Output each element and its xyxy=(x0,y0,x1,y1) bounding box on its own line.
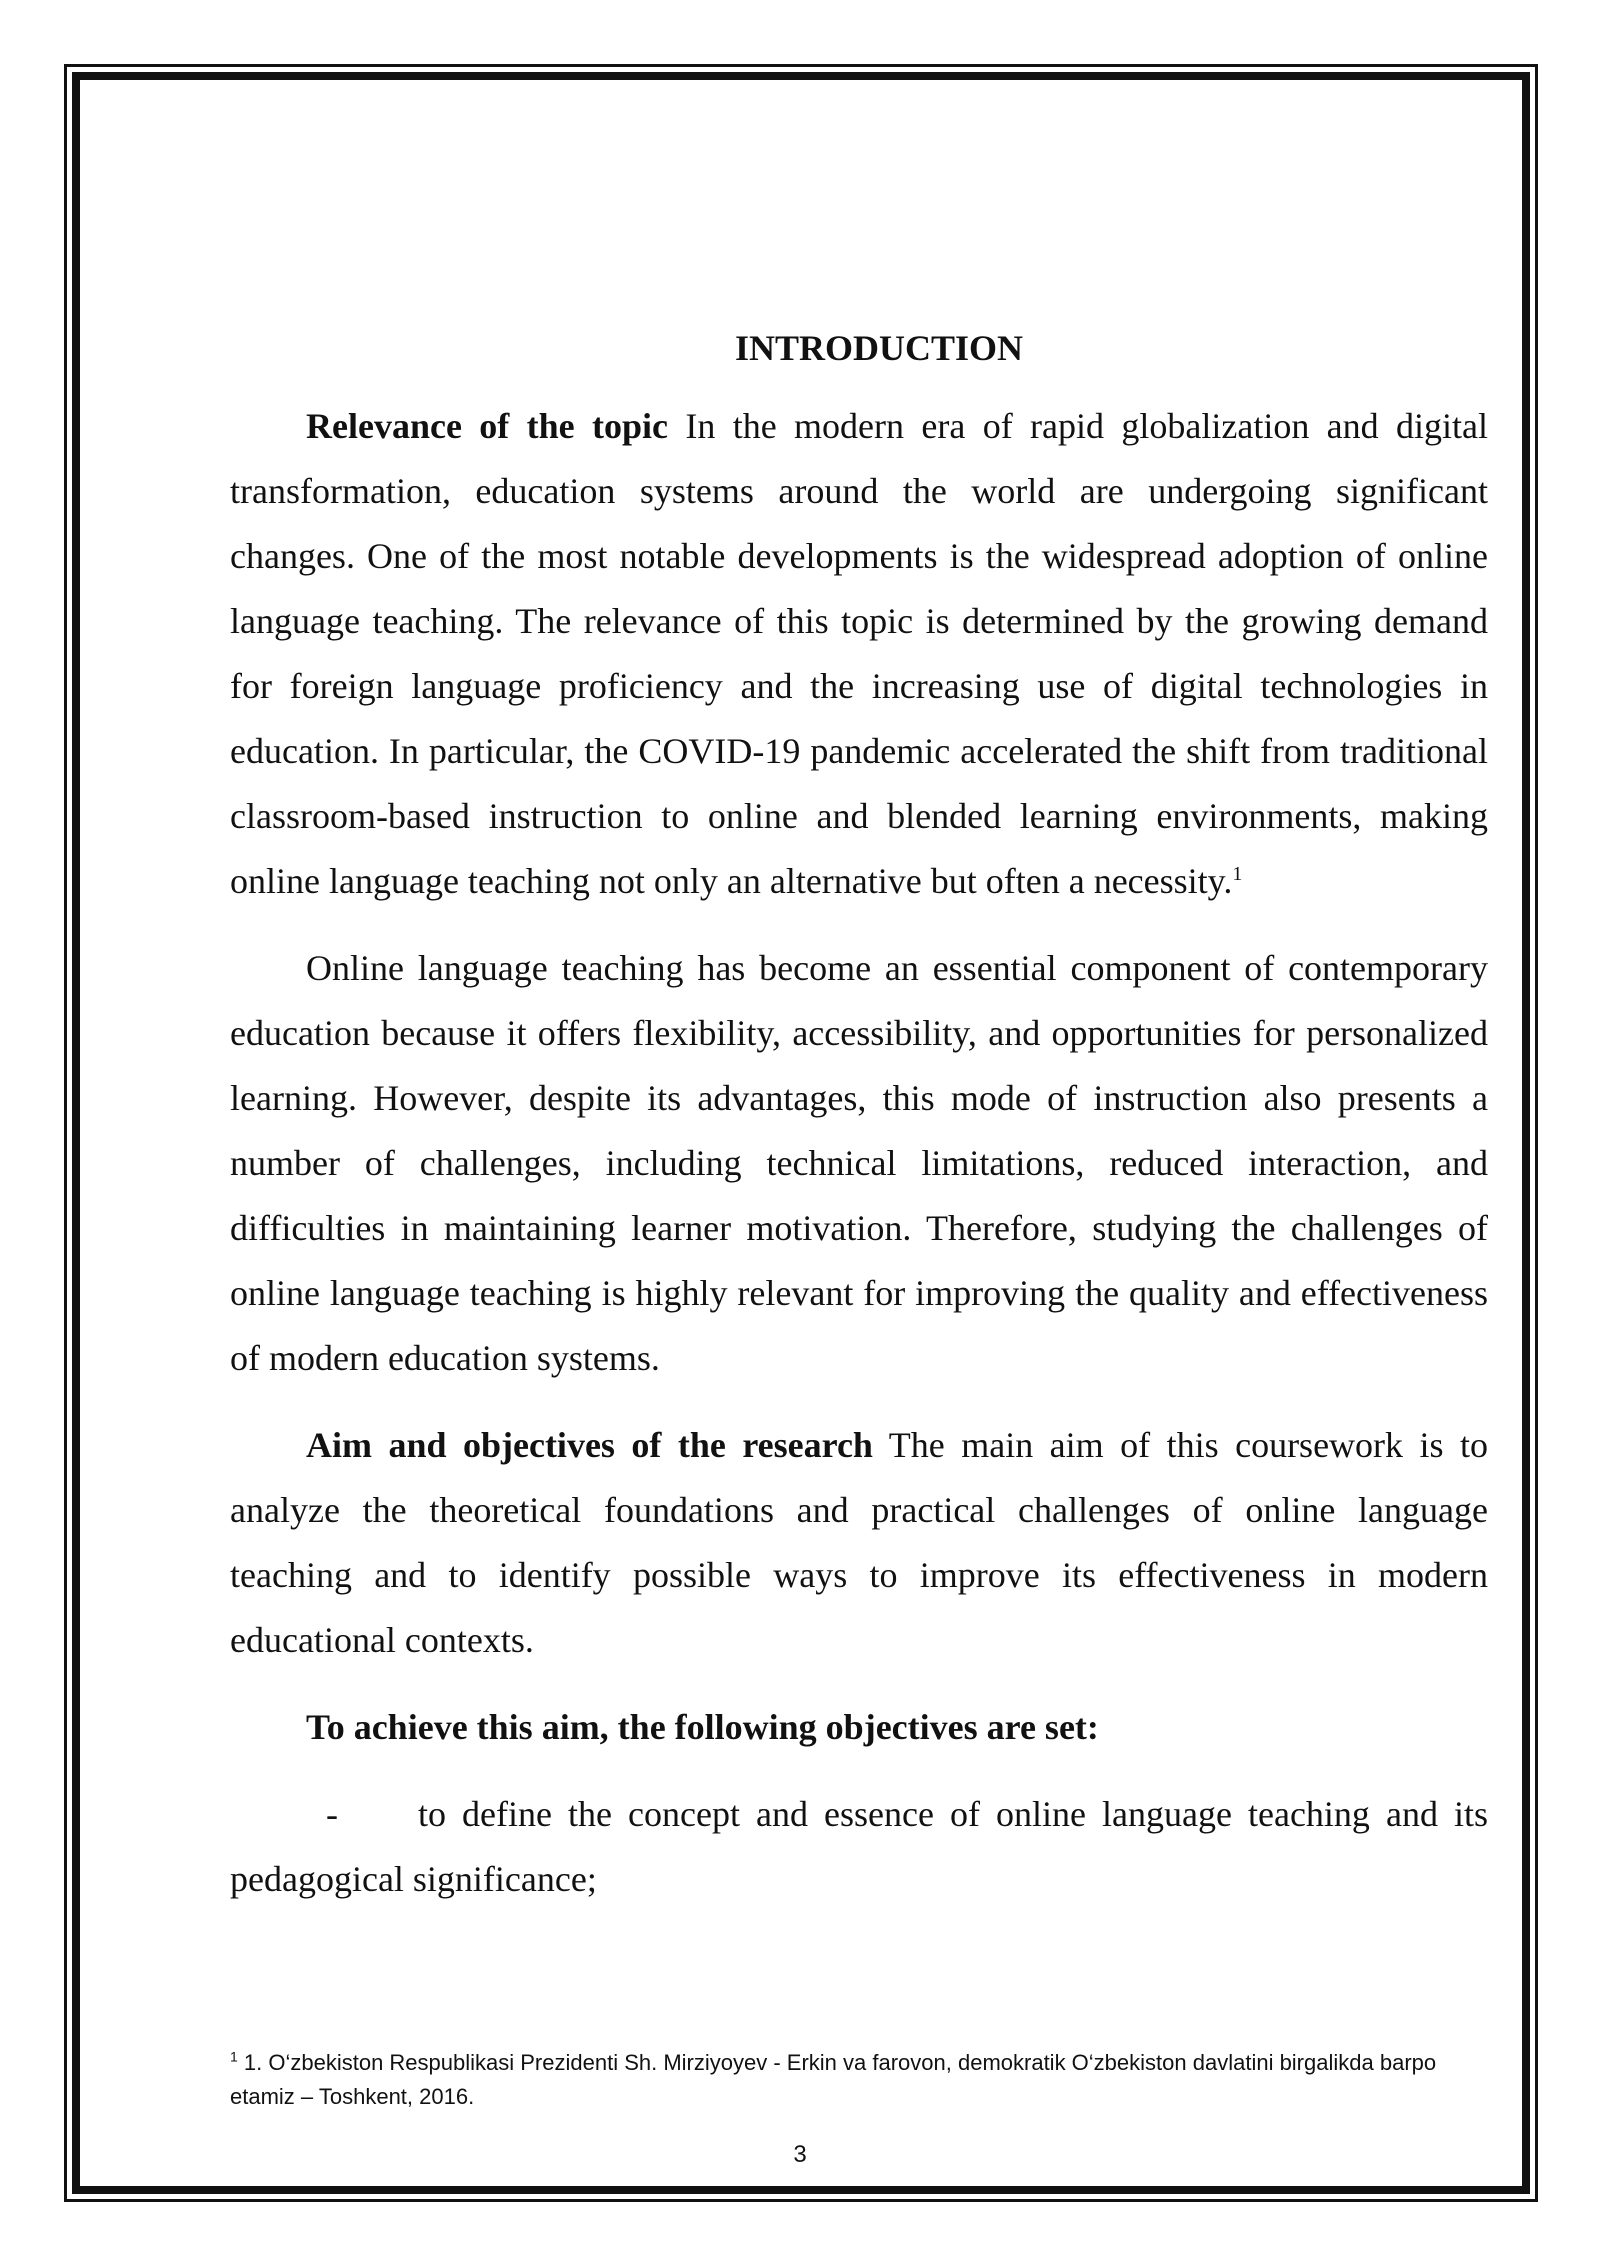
aim-label: Aim and objectives of the research xyxy=(306,1425,873,1465)
relevance-text: In the modern era of rapid globalization and digital transformation, education systems around the world are undergoing significant changes. One of the most notable developments is the widespread adoption of online language teaching. The relevance of this topic is determined by the growing demand for foreign language proficiency and the increasing use of digital technologies in education. In particular, the COVID-19 pandemic accelerated the shift from traditional classroom-based instruction to online and blended learning environments, making online language teaching not only an alternative but often a necessity. xyxy=(230,406,1489,901)
objectives-title: To achieve this aim, the following objectives are set: xyxy=(306,1707,1099,1747)
aim-text: The main aim of this coursework is to analyze the theoretical foundations and practical challenges of online language teaching and to identify possible ways to improve its effectiveness in modern educational contexts. xyxy=(230,1425,1488,1660)
section-heading: INTRODUCTION xyxy=(734,328,1024,368)
footnote xyxy=(230,2046,1460,2114)
objective-text: to define the concept and essence of online language teaching and its pedagogical significance; xyxy=(230,1794,1488,1899)
paragraph-online-teaching: Online language teaching has become an essential component of contemporary education because it offers flexibility, accessibility, and opportunities for personalized learning. However, despite its advantages, this mode of instruction also presents a number of challenges, including technical limitations, reduced interaction, and difficulties in maintaining learner motivation. Therefore, studying the challenges of online language teaching is highly relevant for improving the quality and effectiveness of modern education systems. xyxy=(230,948,1488,1378)
footnote-reference: 1 xyxy=(1232,863,1243,885)
footnote-marker: 1 xyxy=(230,2048,238,2065)
relevance-paragraph xyxy=(230,394,1488,914)
list-marker: - xyxy=(326,1794,338,1834)
page-number: 3 xyxy=(793,2141,807,2168)
aim-paragraph xyxy=(230,1413,1488,1673)
objective-item xyxy=(230,1782,1488,1912)
relevance-label: Relevance of the topic xyxy=(306,406,668,446)
footnote-text: 1. O‘zbekiston Respublikasi Prezidenti Sh. Mirziyoyev - Erkin va farovon, demokratik O‘zbekiston davlatini birgalikda barpo etamiz – Toshkent, 2016. xyxy=(230,2050,1437,2109)
document-body xyxy=(230,312,1488,1912)
